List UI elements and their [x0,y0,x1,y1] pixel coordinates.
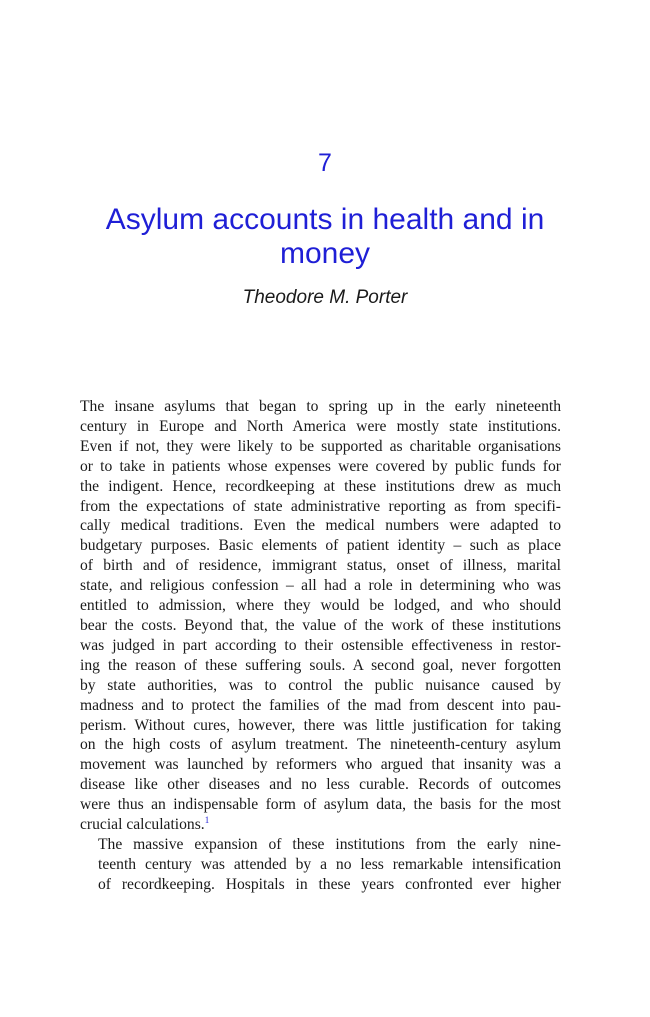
chapter-title: Asylum accounts in health and in money [105,203,545,270]
text-line: disease like other diseases and no less curable. Records of outcomes [80,776,561,794]
text-line: The insane asylums that began to spring up in the early nineteenth [80,398,561,415]
footnote-ref-1[interactable]: 1 [204,814,210,825]
text-line: madness and to protect the families of the mad from descent into pau- [80,696,561,714]
text-line: century in Europe and North America were mostly state institutions. [80,417,561,435]
text-line: perism. Without cures, however, there was little justification for taking [80,716,561,734]
text-line [80,815,561,835]
text-line: movement was launched by reformers who argued that insanity was a [80,756,561,774]
text-line: teenth century was attended by a no less remarkable intensification [98,855,561,873]
text-line: Even if not, they were likely to be supported as charitable organisations [80,437,561,455]
text-line: cally medical traditions. Even the medical numbers were adapted to [80,517,561,535]
text-line: the indigent. Hence, recordkeeping at these institutions drew as much [80,477,561,495]
text-line: was judged in part according to their ostensible effectiveness in restor- [80,636,561,654]
text-line: budgetary purposes. Basic elements of patient identity – such as place [80,537,561,555]
chapter-author: Theodore M. Porter [242,287,408,308]
text-line: from the expectations of state administrative reporting as from specifi- [80,497,561,515]
text-line-content: crucial calculations. [80,816,205,834]
text-line: were thus an indispensable form of asylum data, the basis for the most [80,796,561,814]
text-line: The massive expansion of these institutions from the early nine- [98,835,561,853]
paragraph-1 [80,397,561,835]
text-line: of recordkeeping. Hospitals in these years confronted ever higher [98,875,561,893]
text-line: state, and religious confession – all had a role in determining who was [80,577,561,595]
text-line: by state authorities, was to control the public nuisance caused by [80,676,561,694]
text-line: bear the costs. Beyond that, the value of the work of these institutions [80,616,561,634]
text-line: or to take in patients whose expenses were covered by public funds for [80,457,561,475]
text-line: entitled to admission, where they would be lodged, and who should [80,597,561,615]
text-line: on the high costs of asylum treatment. The nineteenth-century asylum [80,736,561,754]
paragraph-2 [80,835,561,895]
text-line: of birth and of residence, immigrant status, onset of illness, marital [80,557,561,575]
chapter-number: 7 [318,149,332,177]
body-text [80,397,561,895]
text-line: ing the reason of these suffering souls. A second goal, never forgotten [80,656,561,674]
